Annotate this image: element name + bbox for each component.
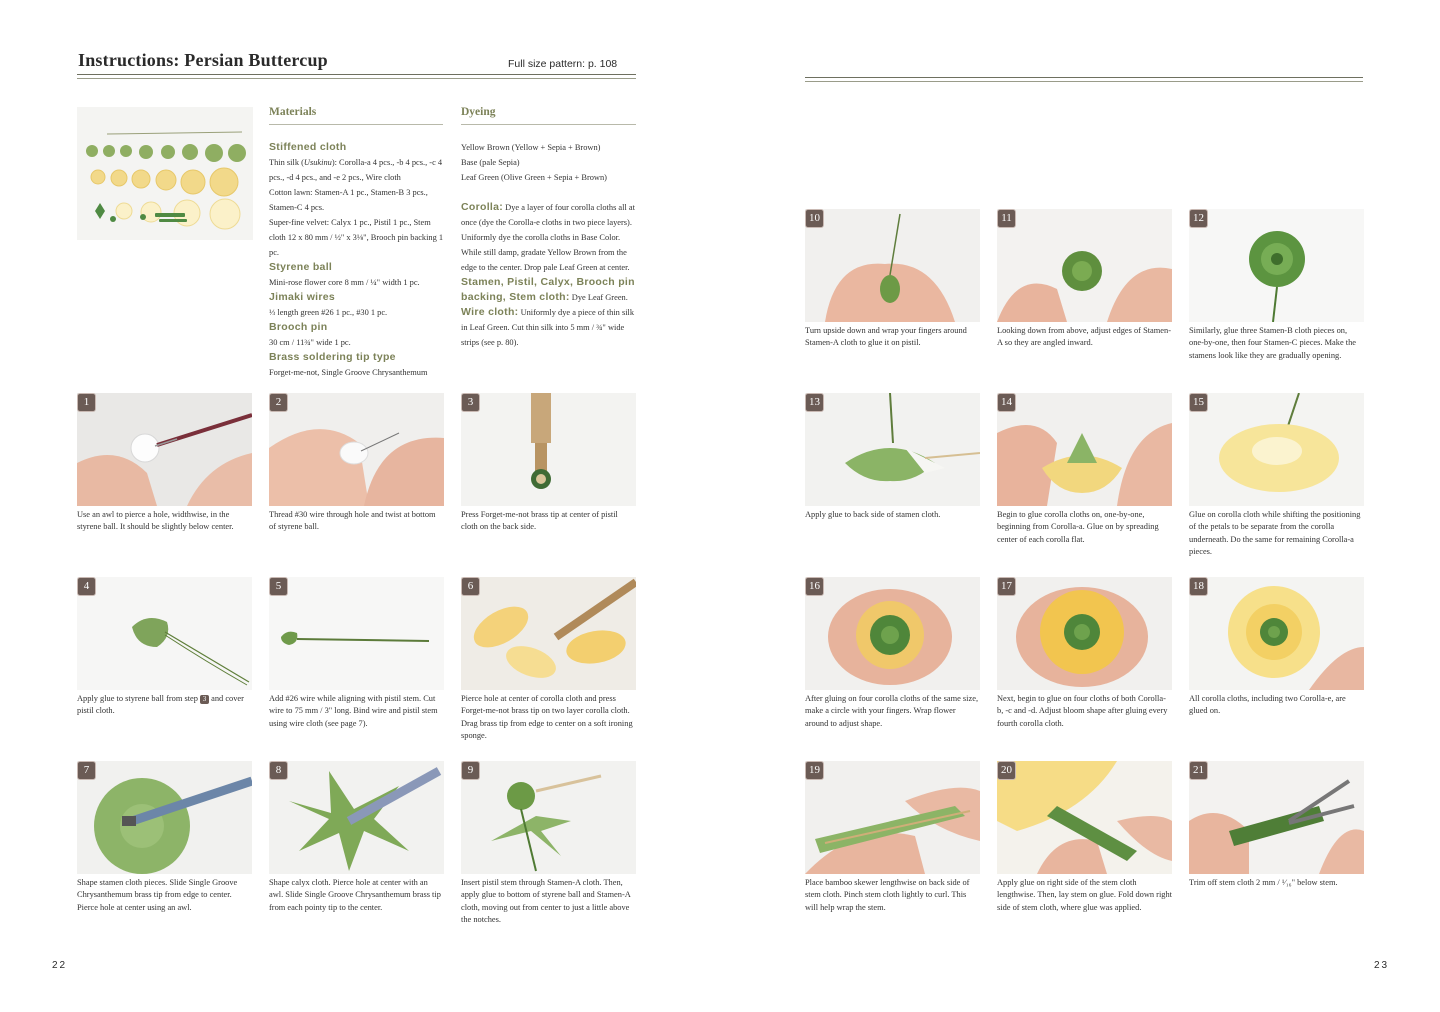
step-photo — [997, 577, 1172, 690]
step-number-badge: 2 — [269, 393, 288, 412]
step-caption: Next, begin to glue on four cloths of both Corolla-b, -c and -d. Adjust bloom shape after gluing every fourth corolla cloth. — [997, 694, 1168, 728]
materials-section-title: Brass soldering tip type — [269, 351, 396, 363]
step-caption: Shape calyx cloth. Pierce hole at center with an awl. Slide Single Groove Chrysanthemum brass tip from each pointy tip to the center. — [269, 878, 441, 912]
step-12 — [1189, 209, 1364, 362]
materials-section-title: Stiffened cloth — [269, 141, 347, 153]
step-caption: Apply glue on right side of the stem cloth lengthwise. Then, lay stem on glue. Fold down right side of stem cloth, where glue was applied. — [997, 878, 1173, 912]
step-photo — [997, 761, 1172, 874]
materials-line: Forget-me-not, Single Groove Chrysanthemum — [269, 368, 428, 377]
step-15 — [1189, 393, 1364, 558]
materials-line: Super-fine velvet: Calyx 1 pc., Pistil 1 pc., Stem cloth 12 x 80 mm / ½" x 3⅛", Brooch pin backing 1 pc. — [269, 218, 444, 257]
step-17 — [997, 577, 1172, 730]
materials-heading: Materials — [269, 106, 317, 118]
step-photo — [77, 761, 252, 874]
step-photo — [805, 577, 980, 690]
step-number-badge: 7 — [77, 761, 96, 780]
step-4 — [77, 577, 252, 718]
step-caption: Trim off stem cloth 2 mm / ¹⁄₁₆" below stem. — [1189, 878, 1338, 887]
dyeing-corolla: Corolla: Dye a layer of four corolla cloths all at once (dye the Corolla-e cloths in two piece layers). Uniformly dye the corolla cloths in Base Color. While still damp, gradate Yellow Brown from the edge to the center. Drop pale Leaf Green at center. — [461, 201, 635, 272]
materials-section-title: Styrene ball — [269, 261, 333, 273]
materials-list — [269, 140, 444, 380]
step-caption: Pierce hole at center of corolla cloth and press Forget-me-not brass tip on two layer corolla cloth. Drag brass tip from edge to center on a soft ironing sponge. — [461, 694, 633, 740]
step-photo — [461, 393, 636, 506]
dyeing-text — [461, 140, 636, 350]
step-caption: Insert pistil stem through Stamen-A cloth. Then, apply glue to bottom of styrene ball and Stamen-A cloth, moving out from center to just a little above the notches. — [461, 878, 631, 924]
step-caption: Add #26 wire while aligning with pistil stem. Cut wire to 75 mm / 3" long. Bind wire and pistil stem using wire cloth (see page 7). — [269, 694, 438, 728]
step-9 — [461, 761, 636, 926]
step-number-badge: 1 — [77, 393, 96, 412]
step-11 — [997, 209, 1172, 350]
step-20 — [997, 761, 1172, 914]
step-number-badge: 16 — [805, 577, 824, 596]
step-ref-badge: 3 — [200, 695, 209, 704]
step-2 — [269, 393, 444, 534]
step-number-badge: 19 — [805, 761, 824, 780]
step-number-badge: 14 — [997, 393, 1016, 412]
page-number-left: 22 — [52, 960, 68, 971]
header-rule — [805, 77, 1363, 82]
step-photo — [1189, 577, 1364, 690]
materials-line: 30 cm / 11¾" wide 1 pc. — [269, 338, 351, 347]
step-caption: Apply glue to back side of stamen cloth. — [805, 510, 941, 519]
step-8 — [269, 761, 444, 914]
step-number-badge: 18 — [1189, 577, 1208, 596]
step-caption: Place bamboo skewer lengthwise on back side of stem cloth. Pinch stem cloth lightly to curl. This will help wrap the stem. — [805, 878, 970, 912]
step-number-badge: 12 — [1189, 209, 1208, 228]
step-caption: Use an awl to pierce a hole, widthwise, in the styrene ball. It should be slightly below center. — [77, 510, 234, 532]
right-page — [720, 0, 1440, 1012]
dyeing-line: Yellow Brown (Yellow + Sepia + Brown) — [461, 143, 601, 152]
step-photo — [77, 577, 252, 690]
materials-photo — [77, 107, 253, 240]
step-21 — [1189, 761, 1364, 889]
step-number-badge: 3 — [461, 393, 480, 412]
step-10 — [805, 209, 980, 350]
dyeing-heading: Dyeing — [461, 106, 496, 118]
step-number-badge: 13 — [805, 393, 824, 412]
step-13 — [805, 393, 980, 521]
materials-section-title: Brooch pin — [269, 321, 328, 333]
step-caption: Shape stamen cloth pieces. Slide Single Groove Chrysanthemum brass tip from edge to center. Pierce hole at center using an awl. — [77, 878, 238, 912]
step-photo — [1189, 761, 1364, 874]
step-photo — [997, 209, 1172, 322]
step-caption: All corolla cloths, including two Corolla-e, are glued on. — [1189, 694, 1346, 716]
step-photo — [461, 761, 636, 874]
step-number-badge: 9 — [461, 761, 480, 780]
step-photo — [805, 209, 980, 322]
step-number-badge: 8 — [269, 761, 288, 780]
step-photo — [269, 577, 444, 690]
step-18 — [1189, 577, 1364, 718]
step-caption: Apply glue to styrene ball from step 3 and cover pistil cloth. — [77, 694, 244, 716]
step-caption: Begin to glue corolla cloths on, one-by-one, beginning from Corolla-a. Glue on by spreading center of each corolla flat. — [997, 510, 1159, 544]
step-19 — [805, 761, 980, 914]
step-number-badge: 17 — [997, 577, 1016, 596]
materials-section-title: Jimaki wires — [269, 291, 336, 303]
materials-line: ⅓ length green #26 1 pc., #30 1 pc. — [269, 308, 388, 317]
page-title: Instructions: Persian Buttercup — [78, 50, 328, 70]
step-number-badge: 21 — [1189, 761, 1208, 780]
materials-rule — [269, 124, 443, 125]
step-number-badge: 20 — [997, 761, 1016, 780]
step-photo — [1189, 393, 1364, 506]
step-number-badge: 10 — [805, 209, 824, 228]
step-number-badge: 11 — [997, 209, 1016, 228]
step-photo — [461, 577, 636, 690]
dyeing-line: Base (pale Sepia) — [461, 158, 520, 167]
step-photo — [997, 393, 1172, 506]
header-rule — [77, 74, 636, 79]
step-number-badge: 15 — [1189, 393, 1208, 412]
step-3 — [461, 393, 636, 534]
dyeing-wire: Wire cloth: Uniformly dye a piece of thin silk in Leaf Green. Cut thin silk into 5 mm / ¾" wide strips (see p. 80). — [461, 306, 635, 347]
dyeing-rule — [461, 124, 636, 125]
step-caption: Glue on corolla cloth while shifting the positioning of the petals to be separate from the corolla underneath. Do the same for remaining Corolla-a pieces. — [1189, 510, 1361, 556]
dyeing-stamen: Stamen, Pistil, Calyx, Brooch pin backing, Stem cloth: Dye Leaf Green. — [461, 276, 635, 303]
step-number-badge: 5 — [269, 577, 288, 596]
step-6 — [461, 577, 636, 742]
step-caption: Thread #30 wire through hole and twist at bottom of styrene ball. — [269, 510, 436, 532]
page-number-right: 23 — [1374, 960, 1390, 971]
step-caption: Turn upside down and wrap your fingers around Stamen-A cloth to glue it on pistil. — [805, 326, 967, 348]
pattern-reference: Full size pattern: p. 108 — [508, 58, 618, 70]
materials-line: Thin silk (Usukinu): Corolla-a 4 pcs., -b 4 pcs., -c 4 pcs., -d 4 pcs., and -e 2 pcs., Wire cloth — [269, 158, 443, 182]
step-photo — [269, 761, 444, 874]
step-7 — [77, 761, 252, 914]
step-photo — [269, 393, 444, 506]
step-number-badge: 4 — [77, 577, 96, 596]
step-photo — [805, 393, 980, 506]
materials-line: Cotton lawn: Stamen-A 1 pc., Stamen-B 3 pcs., Stamen-C 4 pcs. — [269, 188, 428, 212]
step-5 — [269, 577, 444, 730]
step-caption: After gluing on four corolla cloths of the same size, make a circle with your fingers. Wrap flower around to adjust shape. — [805, 694, 979, 728]
step-photo — [1189, 209, 1364, 322]
materials-line: Mini-rose flower core 8 mm / ¼" width 1 pc. — [269, 278, 420, 287]
step-number-badge: 6 — [461, 577, 480, 596]
step-16 — [805, 577, 980, 730]
step-caption: Similarly, glue three Stamen-B cloth pieces on, one-by-one, then four Stamen-C pieces. Make the stamens look like they are gradually opening. — [1189, 326, 1356, 360]
step-1 — [77, 393, 252, 534]
step-14 — [997, 393, 1172, 546]
step-caption: Looking down from above, adjust edges of Stamen-A so they are angled inward. — [997, 326, 1171, 348]
dyeing-line: Leaf Green (Olive Green + Sepia + Brown) — [461, 173, 607, 182]
step-caption: Press Forget-me-not brass tip at center of pistil cloth on the back side. — [461, 510, 618, 532]
step-photo — [805, 761, 980, 874]
step-photo — [77, 393, 252, 506]
